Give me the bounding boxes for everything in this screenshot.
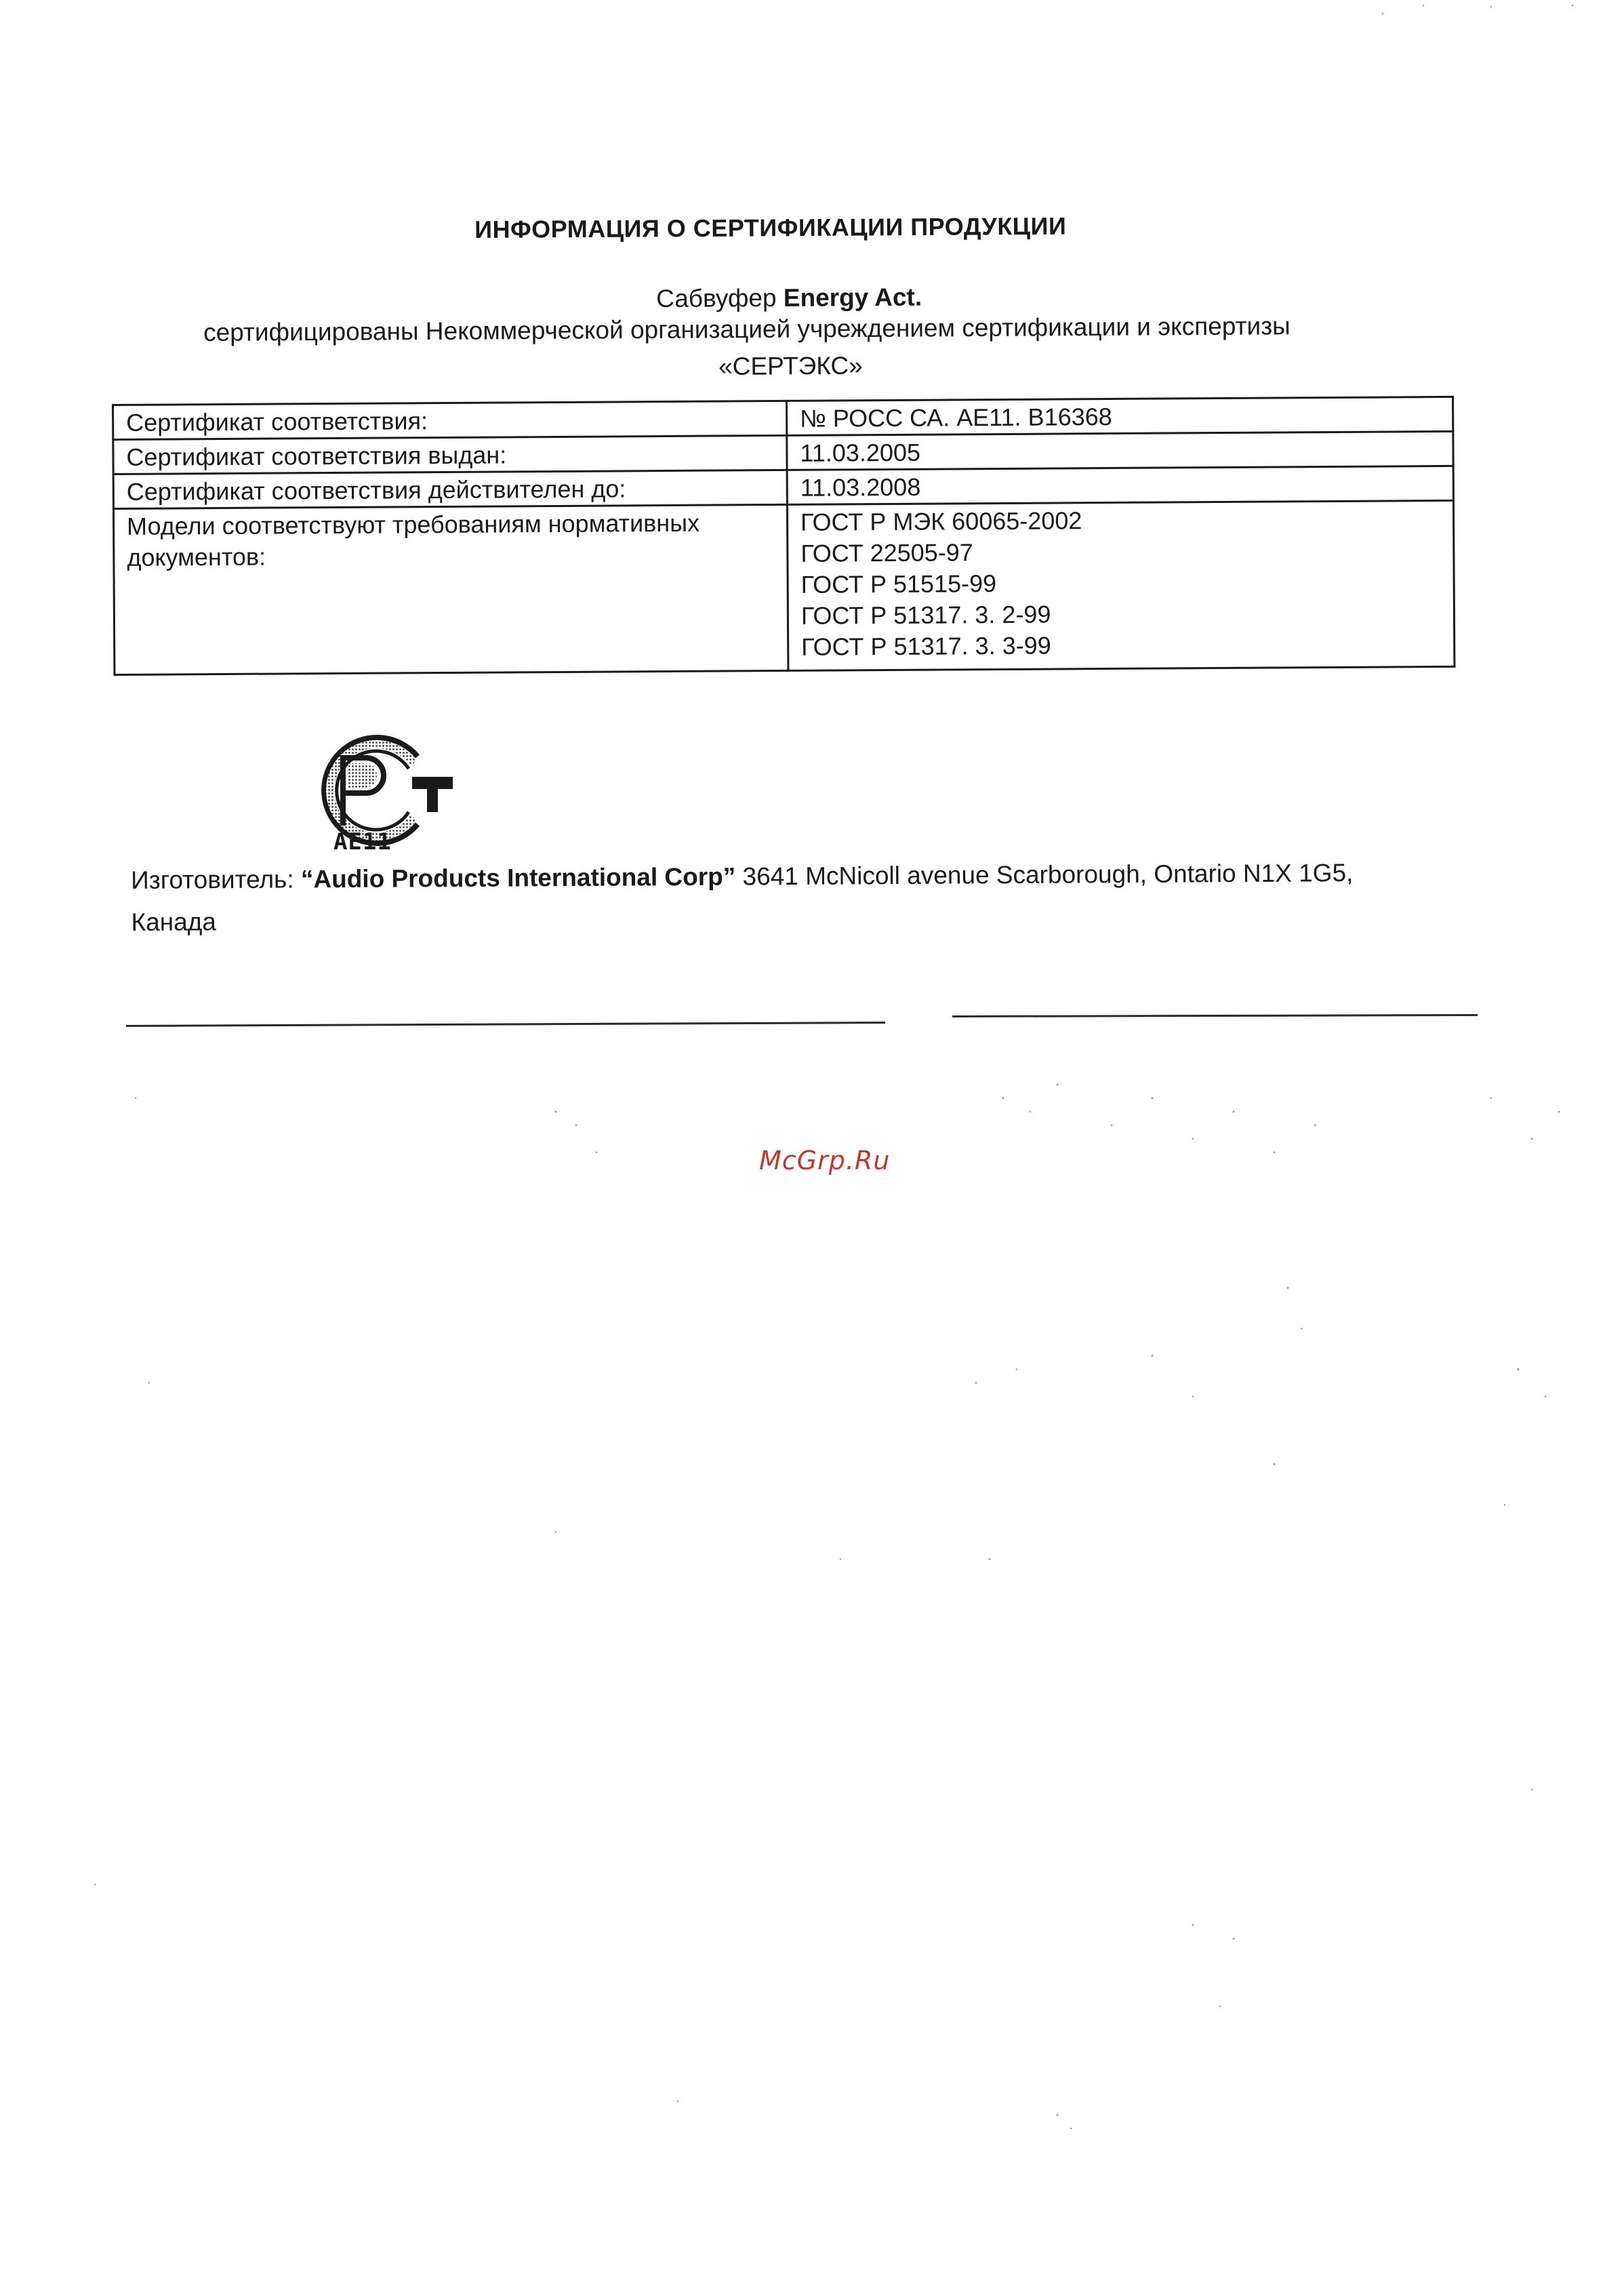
- manufacturer-address: 3641 McNicoll avenue Scarborough, Ontario N1X 1G5,: [742, 858, 1354, 891]
- watermark-text: McGrp.Ru: [759, 1146, 891, 1175]
- standard-item: ГОСТ Р 51317. 3. 2-99: [800, 600, 1051, 630]
- signature-line-right: [952, 1014, 1478, 1017]
- document-title: ИНФОРМАЦИЯ О СЕРТИФИКАЦИИ ПРОДУКЦИИ: [474, 211, 1067, 243]
- row-label: Сертификат соответствия:: [113, 401, 787, 439]
- standard-item: ГОСТ Р 51515-99: [800, 569, 997, 599]
- manufacturer-company: “Audio Products International Corp”: [300, 862, 736, 893]
- standard-item: ГОСТ Р 51317. 3. 3-99: [801, 631, 1051, 661]
- standards-label: Модели соответствуют требованиям нормативных документов:: [113, 504, 788, 674]
- certification-code: АЕ11: [333, 828, 392, 855]
- row-label: Сертификат соответствия выдан:: [113, 435, 787, 474]
- table-row-standards: [113, 500, 1454, 674]
- organization-name: «СЕРТЭКС»: [718, 351, 863, 380]
- product-name: Energy Act.: [783, 283, 922, 312]
- signature-line-left: [126, 1022, 885, 1027]
- certified-by-line: сертифицированы Некоммерческой организацией учреждением сертификации и экспертизы: [203, 312, 1291, 346]
- product-line: [656, 283, 922, 313]
- standard-item: ГОСТ 22505-97: [800, 538, 973, 567]
- manufacturer-country: Канада: [131, 908, 217, 936]
- standards-list: [787, 500, 1454, 670]
- standard-item: ГОСТ Р МЭК 60065-2002: [800, 506, 1082, 536]
- manufacturer-label: Изготовитель:: [131, 865, 294, 894]
- product-prefix: Сабвуфер: [656, 283, 777, 312]
- row-label: Сертификат соответствия действителен до:: [113, 470, 787, 508]
- row-value: 11.03.2005: [787, 431, 1453, 470]
- row-value: № РОСС СА. АЕ11. В16368: [786, 397, 1453, 435]
- manufacturer-info: [131, 851, 1487, 944]
- row-value: 11.03.2008: [787, 466, 1453, 504]
- certification-table: [112, 396, 1455, 676]
